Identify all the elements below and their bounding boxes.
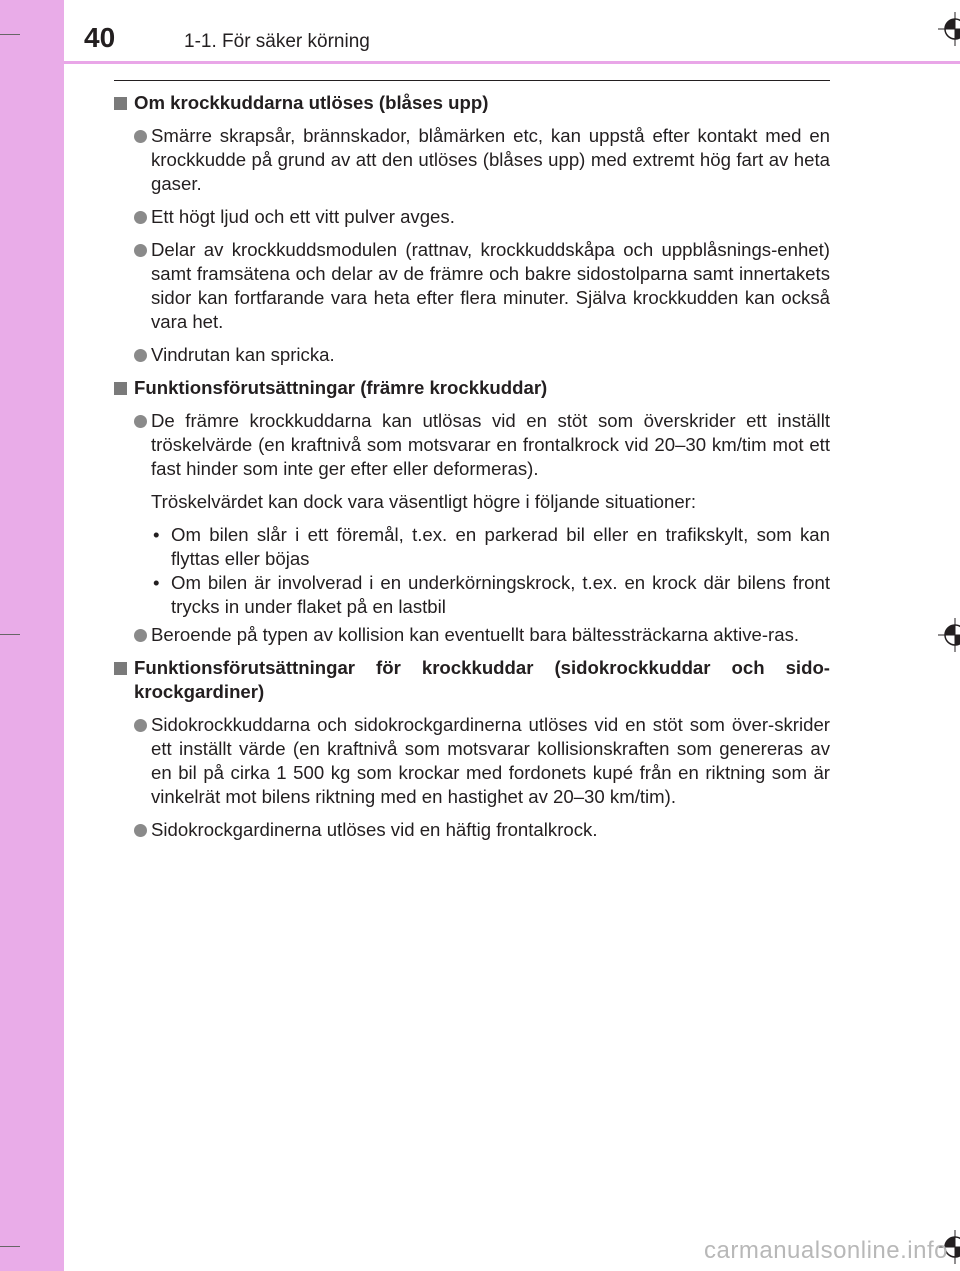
section-heading [114, 91, 830, 115]
square-bullet-icon [114, 382, 127, 395]
square-bullet-icon [114, 662, 127, 675]
circle-bullet-icon [134, 415, 147, 428]
manual-body [114, 91, 830, 851]
small-bullet-icon: • [153, 524, 160, 545]
sub-list-text: Om bilen är involverad i en underkörningskrock, t.ex. en krock där bilens front trycks in under flaket på en lastbil [171, 572, 830, 617]
bullet-text: Sidokrockkuddarna och sidokrockgardinerna utlöses vid en stöt som över-skrider ett inställt värde (en kraftnivå som motsvarar kollisionskraften som genereras av en bil på cirka 1 500 kg som krockar med fordonets kupé från en riktning som är vinkelrät mot bilens riktning med en hastighet av 20–30 km/tim). [151, 714, 830, 807]
paragraph: Tröskelvärdet kan dock vara väsentligt högre i följande situationer: [151, 491, 697, 512]
sub-list-text: Om bilen slår i ett föremål, t.ex. en parkerad bil eller en trafikskylt, som kan flyttas eller böjas [171, 524, 830, 569]
circle-bullet-icon [134, 719, 147, 732]
bullet-text: Vindrutan kan spricka. [151, 344, 335, 365]
section-heading [114, 376, 830, 400]
circle-bullet-icon [134, 824, 147, 837]
section-title: 1-1. För säker körning [184, 31, 370, 52]
registration-mark-icon [938, 12, 960, 46]
watermark: carmanualsonline.info [704, 1237, 948, 1264]
heading-text: Funktionsförutsättningar (främre krockkuddar) [134, 377, 548, 398]
heading-text: Om krockkuddarna utlöses (blåses upp) [134, 92, 489, 113]
bullet-item [114, 818, 830, 842]
bullet-text: Sidokrockgardinerna utlöses vid en häftig frontalkrock. [151, 819, 598, 840]
page-number: 40 [84, 22, 116, 53]
circle-bullet-icon [134, 211, 147, 224]
small-bullet-icon: • [153, 572, 160, 593]
bullet-text: Ett högt ljud och ett vitt pulver avges. [151, 206, 455, 227]
bullet-item [114, 409, 830, 481]
heading-text: Funktionsförutsättningar för krockkuddar (sidokrockkuddar och sido-krockgardiner) [134, 657, 830, 702]
bullet-item [114, 623, 830, 647]
sub-list [114, 523, 830, 619]
crop-tick [0, 34, 20, 35]
header-rule [64, 61, 960, 64]
circle-bullet-icon [134, 629, 147, 642]
square-bullet-icon [114, 97, 127, 110]
crop-tick [0, 1246, 20, 1247]
bullet-text: De främre krockkuddarna kan utlösas vid en stöt som överskrider ett inställt tröskelvärde (en kraftnivå som motsvarar en frontalkrock vid 20–30 km/tim mot ett fast hinder som inte ger efter eller deformeras). [151, 410, 830, 479]
content-top-rule [114, 80, 830, 81]
bullet-text: Smärre skrapsår, brännskador, blåmärken etc, kan uppstå efter kontakt med en krockkudde på grund av att den utlöses (blåses upp) med extremt hög fart av heta gaser. [151, 125, 830, 194]
left-sidebar-band [0, 0, 64, 1271]
circle-bullet-icon [134, 244, 147, 257]
bullet-text: Beroende på typen av kollision kan eventuellt bara bältessträckarna aktive-ras. [151, 624, 800, 645]
bullet-item [114, 124, 830, 196]
section-heading [114, 656, 830, 704]
bullet-item [114, 713, 830, 809]
bullet-text: Delar av krockkuddsmodulen (rattnav, krockkuddskåpa och uppblåsnings-enhet) samt framsätena och delar av de främre och bakre sidostolparna samt innertakets sidor kan fortfarande vara heta efter flera minuter. Själva krockkudden kan också vara het. [151, 239, 830, 332]
sub-list-item [114, 571, 830, 619]
bullet-item [114, 238, 830, 334]
bullet-item [114, 343, 830, 367]
sub-list-item [114, 523, 830, 571]
circle-bullet-icon [134, 349, 147, 362]
circle-bullet-icon [134, 130, 147, 143]
registration-mark-icon [938, 618, 960, 652]
crop-tick [0, 634, 20, 635]
bullet-item [114, 205, 830, 229]
